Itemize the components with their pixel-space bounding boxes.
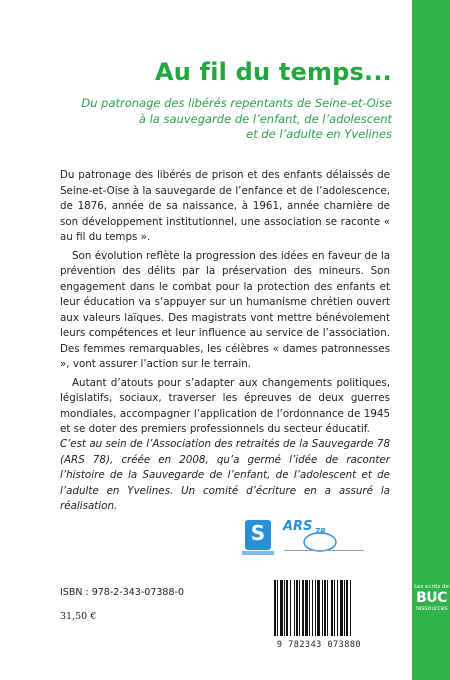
barcode-bar xyxy=(337,580,338,636)
publisher-logo xyxy=(413,584,450,613)
publisher-line3: ressources xyxy=(415,605,448,612)
barcode-bar xyxy=(302,580,304,636)
barcode-bar xyxy=(350,580,351,636)
barcode-bar xyxy=(277,580,278,636)
publisher-line2: BUC xyxy=(416,590,447,606)
green-side-band xyxy=(412,0,450,680)
barcode-bar xyxy=(334,580,335,636)
barcode-bar xyxy=(317,580,320,636)
ars-label: ARS xyxy=(283,519,313,534)
ars-logo-caption xyxy=(284,550,364,554)
barcode-bar xyxy=(294,580,295,636)
sauvegarde-logo-caption xyxy=(242,551,274,555)
book-subtitle xyxy=(72,96,392,143)
barcode-bar xyxy=(331,580,333,636)
subtitle-line: Du patronage des libérés repentants de Seine-et-Oise xyxy=(81,96,392,110)
barcode-bar xyxy=(309,580,310,636)
barcode-bar xyxy=(286,580,288,636)
barcode-bar xyxy=(346,580,348,636)
barcode-bar xyxy=(324,580,326,636)
barcode-bar xyxy=(340,580,343,636)
price-text: 31,50 € xyxy=(60,611,97,622)
barcode-bar xyxy=(327,580,328,636)
blurb-paragraph: Du patronage des libérés de prison et des enfants délaissés de Seine-et-Oise à la sauvegarde de l’enfance et de l’adolescence, de 1876, année de sa naissance, à 1961, année charnière de son développement institutionnel, une association se raconte « au fil du temps ». xyxy=(60,169,390,243)
barcode-bar xyxy=(315,580,316,636)
blurb-paragraph: Son évolution reflète la progression des idées en faveur de la prévention des délits par la préservation des mineurs. Son engagement dans le combat pour la protection des enfants et leur éducation va s’appuyer sur un humanisme chrétien ouvert aux valeurs laïques. Des magistrats vont mettre bénévolement leurs compétences et leur influence au service de l’association. Des femmes remarquables, les célèbres « dames patronnesses », vont assurer l’action sur le terrain. xyxy=(60,249,390,370)
ars-logo-text xyxy=(283,519,326,536)
barcode-bar xyxy=(312,580,313,636)
barcode-bar xyxy=(344,580,345,636)
barcode-bar xyxy=(280,580,283,636)
barcode-bar xyxy=(284,580,285,636)
barcode xyxy=(274,580,372,636)
barcode-number: 9 782343 073880 xyxy=(276,640,362,650)
barcode-bar xyxy=(322,580,323,636)
ars-note: C’est au sein de l’Association des retraités de la Sauvegarde 78 (ARS 78), créée en 2008, qu’a germé l’idée de raconter l’histoire de la Sauvegarde de l’enfant, de l’adolescent et de l’adulte en Yvelines. Un comité d’écriture en a assuré la réalisation. xyxy=(60,438,390,512)
ars-logo-ring xyxy=(304,533,336,551)
book-title: Au fil du temps... xyxy=(154,58,392,86)
barcode-bar xyxy=(296,580,298,636)
barcode-bar xyxy=(305,580,308,636)
barcode-bar xyxy=(274,580,276,636)
barcode-bar xyxy=(299,580,300,636)
blurb-paragraph: Autant d’atouts pour s’adapter aux changements politiques, législatifs, sociaux, traverser les épreuves de deux guerres mondiales, accompagner l’application de l’ordonnance de 1945 et se doter des premiers professionnels du secteur éducatif. xyxy=(60,376,390,435)
ars-number: 78 xyxy=(314,526,326,536)
sauvegarde-logo-letter: S xyxy=(250,521,266,545)
blurb xyxy=(60,168,390,441)
subtitle-line: à la sauvegarde de l’enfant, de l’adolescent xyxy=(138,111,392,126)
isbn-text: ISBN : 978-2-343-07388-0 xyxy=(60,587,184,598)
sauvegarde-logo xyxy=(245,520,271,550)
subtitle-line: et de l’adulte en Yvelines xyxy=(246,127,392,141)
publisher-line1: Les écrits de xyxy=(414,584,449,590)
barcode-bar xyxy=(290,580,291,636)
